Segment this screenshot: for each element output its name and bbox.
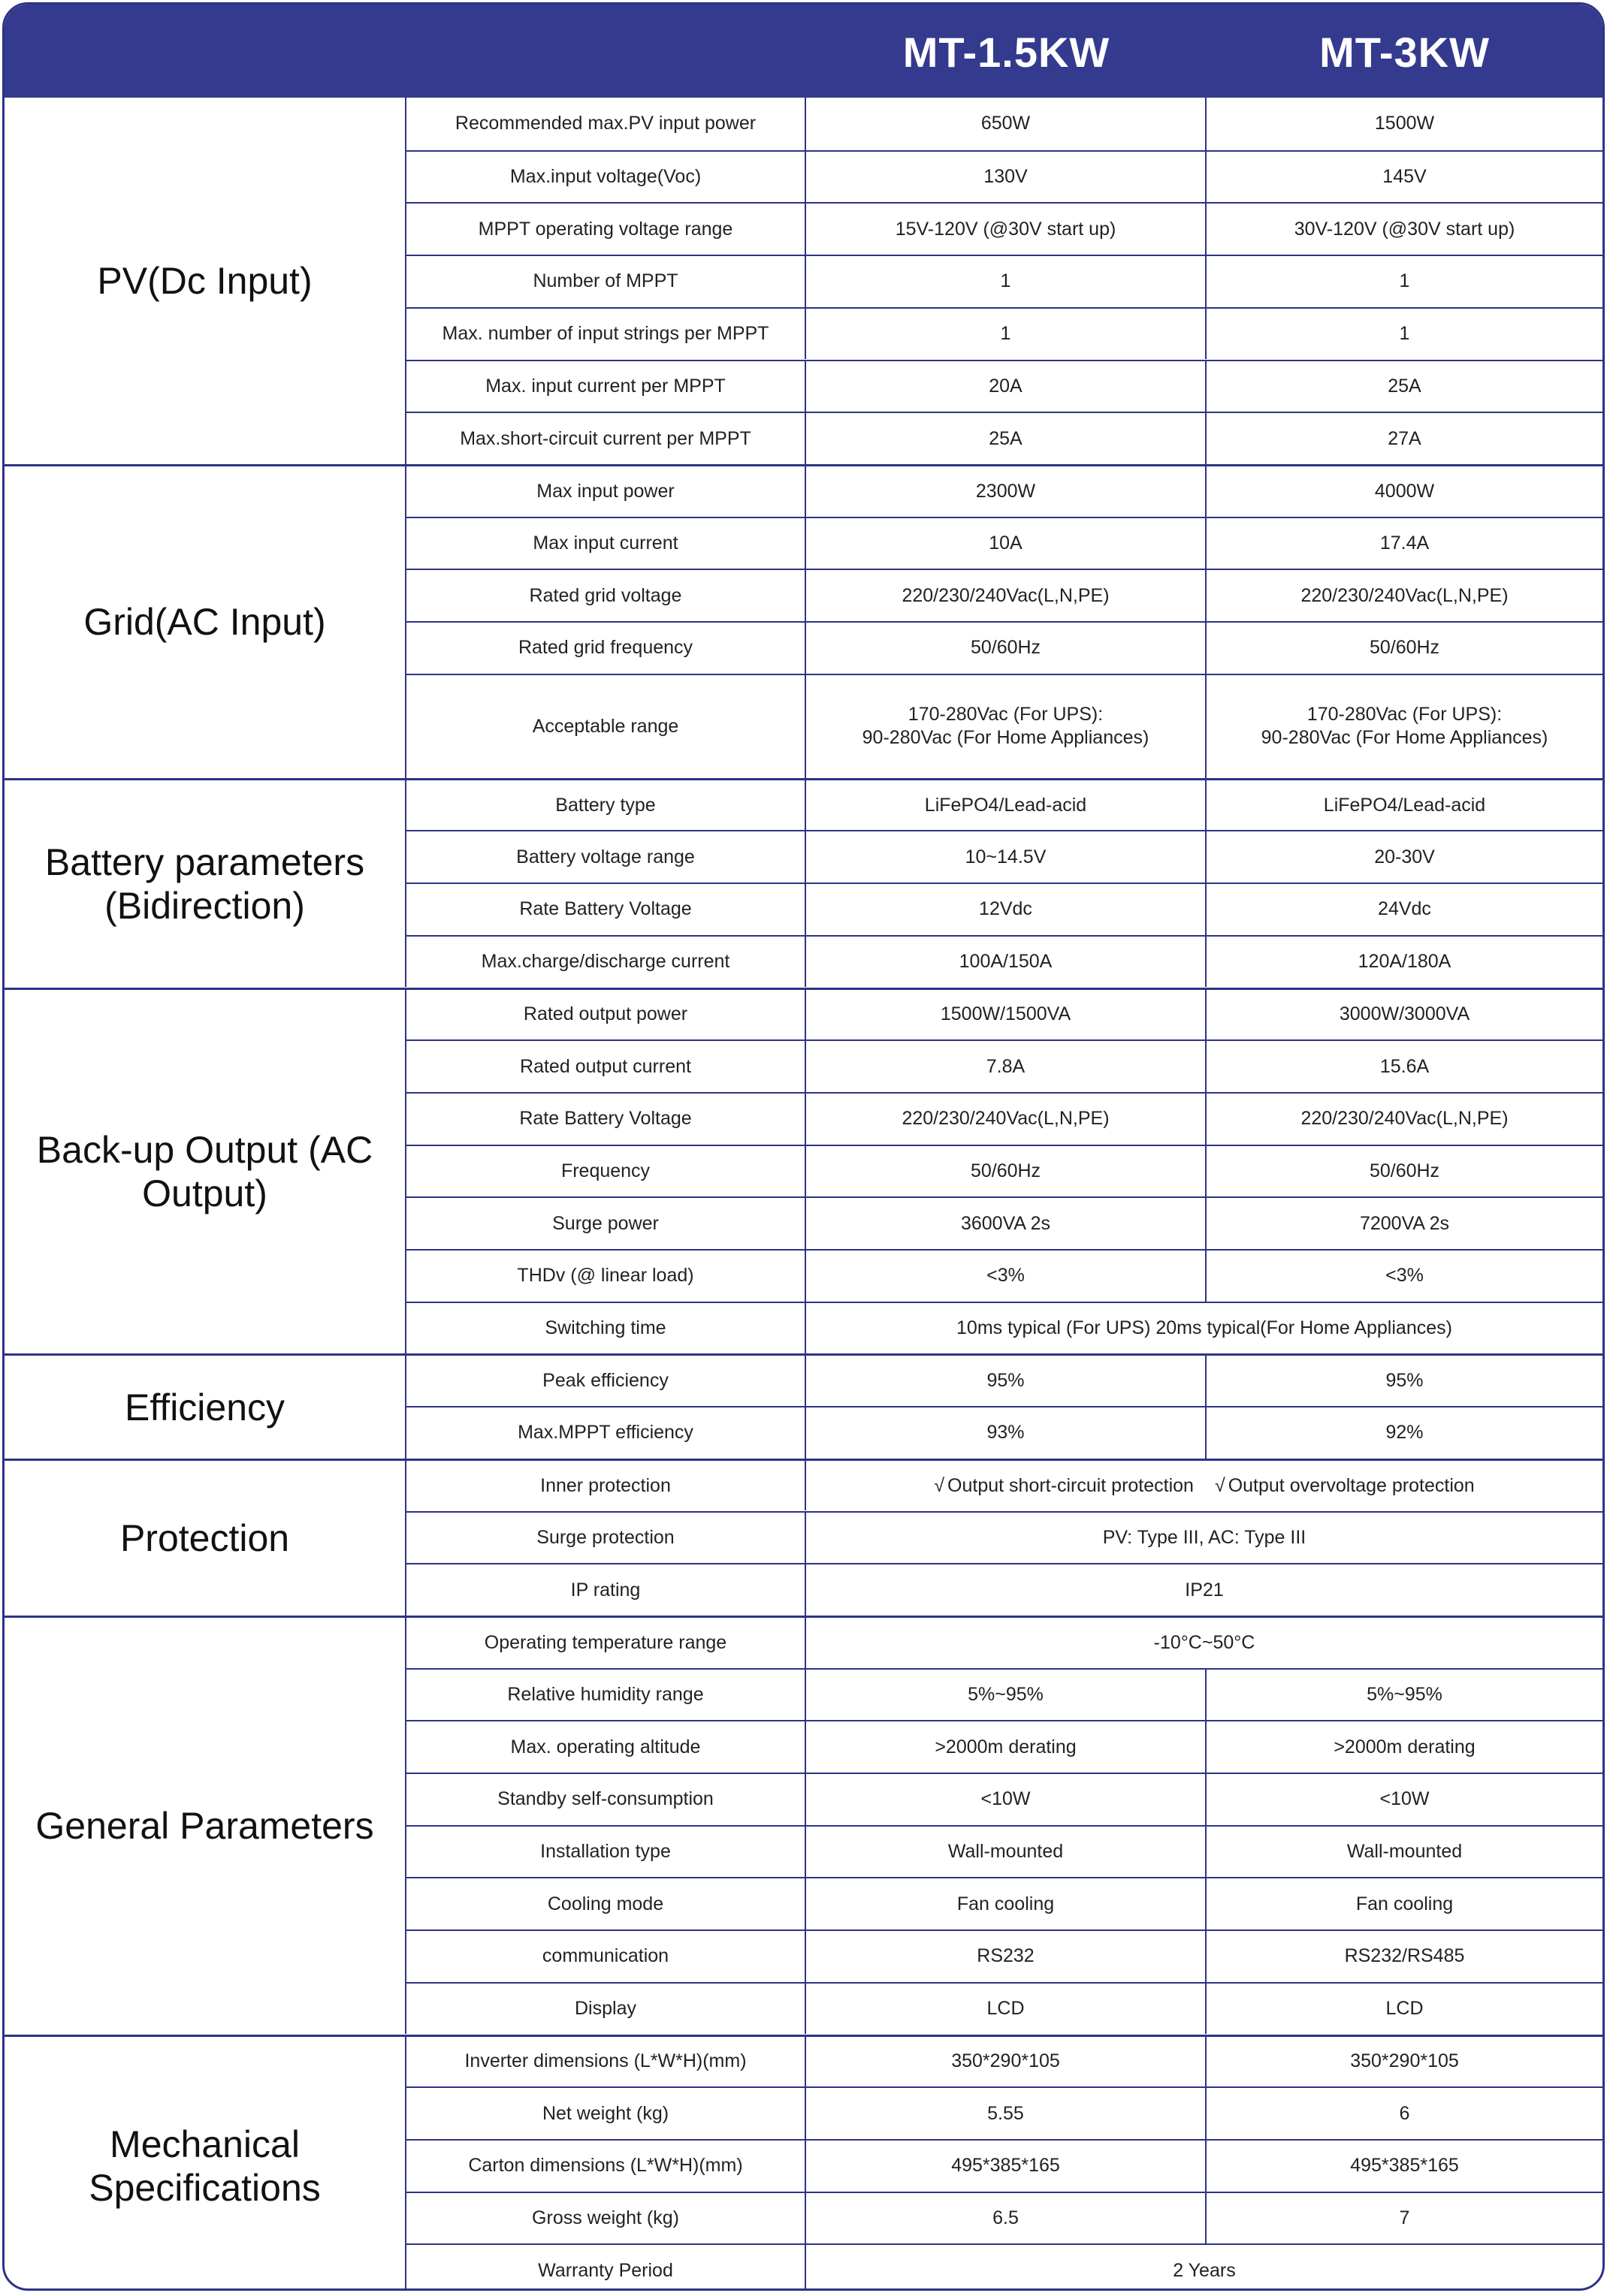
merged-value-cell: IP21	[806, 1563, 1602, 1616]
model-b-value: 17.4A	[1207, 517, 1602, 569]
param-label: Operating temperature range	[406, 1616, 806, 1668]
merged-value-cell: 2 Years	[806, 2243, 1602, 2291]
param-label: THDv (@ linear load)	[406, 1249, 806, 1302]
merged-value-cell	[806, 1459, 1602, 1511]
model-b-value: 50/60Hz	[1207, 1145, 1602, 1197]
model-b-value: 350*290*105	[1207, 2035, 1602, 2087]
model-b-heading: MT-3KW	[1319, 29, 1490, 76]
model-b-value: >2000m derating	[1207, 1720, 1602, 1773]
param-label: Standby self-consumption	[406, 1773, 806, 1825]
param-label: Surge power	[406, 1196, 806, 1249]
check-item	[1215, 1474, 1475, 1498]
model-a-value: <10W	[806, 1773, 1207, 1825]
param-label: Rated output power	[406, 988, 806, 1040]
param-label: Carton dimensions (L*W*H)(mm)	[406, 2139, 806, 2192]
model-a-value: 1	[806, 255, 1207, 307]
check-item	[934, 1474, 1194, 1498]
model-b-value: 120A/180A	[1207, 935, 1602, 988]
checkmark-icon: √	[1214, 1474, 1225, 1496]
model-a-value: 170-280Vac (For UPS): 90-280Vac (For Home Appliances)	[806, 674, 1207, 778]
model-a-value: 1	[806, 307, 1207, 360]
param-label: Rated grid voltage	[406, 569, 806, 621]
param-label: Max.input voltage(Voc)	[406, 150, 806, 203]
section-label: Efficiency	[5, 1353, 406, 1458]
param-label: Max. operating altitude	[406, 1720, 806, 1773]
model-a-heading: MT-1.5KW	[902, 29, 1110, 76]
model-b-value: RS232/RS485	[1207, 1929, 1602, 1982]
model-b-value: 50/60Hz	[1207, 621, 1602, 674]
model-b-value: 1500W	[1374, 113, 1435, 134]
param-label: Max.charge/discharge current	[406, 935, 806, 988]
spec-sheet	[2, 2, 1605, 2291]
param-label: Installation type	[406, 1825, 806, 1878]
section-label: PV(Dc Input)	[5, 98, 406, 464]
model-b-value: <10W	[1207, 1773, 1602, 1825]
model-b-value: 7200VA 2s	[1207, 1196, 1602, 1249]
model-a-value: 220/230/240Vac(L,N,PE)	[806, 1092, 1207, 1145]
section-label: Back-up Output (AC Output)	[5, 988, 406, 1354]
param-label: Battery type	[406, 778, 806, 831]
model-a-value: 15V-120V (@30V start up)	[806, 202, 1207, 255]
model-a-value: 495*385*165	[806, 2139, 1207, 2192]
checkmark-icon: √	[934, 1474, 945, 1496]
model-a-value: 7.8A	[806, 1039, 1207, 1092]
model-b-value: 92%	[1207, 1406, 1602, 1459]
param-label: Net weight (kg)	[406, 2086, 806, 2139]
model-a-value: 350*290*105	[806, 2035, 1207, 2087]
model-b-value: 20-30V	[1207, 830, 1602, 882]
param-label: Rated grid frequency	[406, 621, 806, 674]
model-b-value: 495*385*165	[1207, 2139, 1602, 2192]
param-label: Frequency	[406, 1145, 806, 1197]
param-label: Acceptable range	[406, 674, 806, 778]
model-a-value: <3%	[806, 1249, 1207, 1302]
param-label: Recommended max.PV input power	[406, 98, 806, 150]
param-label: Max input power	[406, 464, 806, 517]
model-b-value: LCD	[1207, 1982, 1602, 2035]
param-label: Display	[406, 1982, 806, 2035]
param-label: Max.short-circuit current per MPPT	[406, 412, 806, 464]
model-a-value: 25A	[806, 412, 1207, 464]
param-label: Max. number of input strings per MPPT	[406, 307, 806, 360]
model-a-value: 95%	[806, 1353, 1207, 1406]
param-label: Rated output current	[406, 1039, 806, 1092]
header-bar	[5, 5, 1602, 98]
model-b-value: Fan cooling	[1207, 1877, 1602, 1929]
model-a-value: LiFePO4/Lead-acid	[806, 778, 1207, 831]
model-b-value: 220/230/240Vac(L,N,PE)	[1207, 1092, 1602, 1145]
model-b-value: <3%	[1207, 1249, 1602, 1302]
model-b-value: 24Vdc	[1207, 882, 1602, 935]
model-a-value: 93%	[806, 1406, 1207, 1459]
check-item-label: Output overvoltage protection	[1228, 1474, 1475, 1496]
section-label: Battery parameters (Bidirection)	[5, 778, 406, 988]
param-label: Gross weight (kg)	[406, 2192, 806, 2244]
model-b-value: 145V	[1207, 150, 1602, 203]
model-a-value: RS232	[806, 1929, 1207, 1982]
model-a-value: 3600VA 2s	[806, 1196, 1207, 1249]
param-label: IP rating	[406, 1563, 806, 1616]
param-label: Relative humidity range	[406, 1668, 806, 1721]
section-label: General Parameters	[5, 1616, 406, 2035]
model-a-value: Fan cooling	[806, 1877, 1207, 1929]
param-label: Peak efficiency	[406, 1353, 806, 1406]
model-a-value: Wall-mounted	[806, 1825, 1207, 1878]
param-label: Battery voltage range	[406, 830, 806, 882]
section-label: Grid(AC Input)	[5, 464, 406, 778]
param-label: Surge protection	[406, 1511, 806, 1564]
param-label: Number of MPPT	[406, 255, 806, 307]
param-label: Cooling mode	[406, 1877, 806, 1929]
model-a-value: 20A	[806, 360, 1207, 412]
param-label: MPPT operating voltage range	[406, 202, 806, 255]
model-a-value: 2300W	[806, 464, 1207, 517]
param-label: Rate Battery Voltage	[406, 1092, 806, 1145]
param-label: Warranty Period	[406, 2243, 806, 2291]
model-a-value: 220/230/240Vac(L,N,PE)	[806, 569, 1207, 621]
model-b-value: 1	[1207, 307, 1602, 360]
model-b-value: 1	[1207, 255, 1602, 307]
model-b-value: 25A	[1207, 360, 1602, 412]
model-a-value: 100A/150A	[806, 935, 1207, 988]
model-a-value: 1500W/1500VA	[806, 988, 1207, 1040]
merged-value-cell: -10°C~50°C	[806, 1616, 1602, 1668]
model-a-value: 10~14.5V	[806, 830, 1207, 882]
model-b-value: 3000W/3000VA	[1207, 988, 1602, 1040]
model-a-value: 5%~95%	[806, 1668, 1207, 1721]
merged-value-cell: 10ms typical (For UPS) 20ms typical(For Home Appliances)	[806, 1302, 1602, 1354]
model-a-value: 50/60Hz	[806, 1145, 1207, 1197]
model-b-value: 170-280Vac (For UPS): 90-280Vac (For Home Appliances)	[1207, 674, 1602, 778]
param-label: Max.MPPT efficiency	[406, 1406, 806, 1459]
param-label: Max input current	[406, 517, 806, 569]
param-label: Inverter dimensions (L*W*H)(mm)	[406, 2035, 806, 2087]
model-b-value: LiFePO4/Lead-acid	[1207, 778, 1602, 831]
model-b-value: 220/230/240Vac(L,N,PE)	[1207, 569, 1602, 621]
model-b-value: 30V-120V (@30V start up)	[1207, 202, 1602, 255]
param-label: communication	[406, 1929, 806, 1982]
model-b-value: 27A	[1207, 412, 1602, 464]
model-a-value: 12Vdc	[806, 882, 1207, 935]
check-item-label: Output short-circuit protection	[947, 1474, 1194, 1496]
model-a-value: 130V	[806, 150, 1207, 203]
param-label: Switching time	[406, 1302, 806, 1354]
model-a-value: 5.55	[806, 2086, 1207, 2139]
model-a-value: 10A	[806, 517, 1207, 569]
param-label: Rate Battery Voltage	[406, 882, 806, 935]
model-b-value: 4000W	[1207, 464, 1602, 517]
model-b-value: 15.6A	[1207, 1039, 1602, 1092]
model-b-value: 95%	[1207, 1353, 1602, 1406]
model-a-value: >2000m derating	[806, 1720, 1207, 1773]
model-b-value: 5%~95%	[1207, 1668, 1602, 1721]
merged-value-cell: PV: Type III, AC: Type III	[806, 1511, 1602, 1564]
model-b-value: Wall-mounted	[1207, 1825, 1602, 1878]
model-a-value: 6.5	[806, 2192, 1207, 2244]
model-a-value: 650W	[806, 98, 1207, 150]
spec-table	[5, 98, 1602, 2288]
section-label: Protection	[5, 1459, 406, 1616]
model-a-value: 50/60Hz	[806, 621, 1207, 674]
model-b-value: 6	[1207, 2086, 1602, 2139]
param-label: Max. input current per MPPT	[406, 360, 806, 412]
section-label: Mechanical Specifications	[5, 2035, 406, 2291]
model-b-value: 7	[1207, 2192, 1602, 2244]
model-a-value: LCD	[806, 1982, 1207, 2035]
param-label: Inner protection	[406, 1459, 806, 1511]
